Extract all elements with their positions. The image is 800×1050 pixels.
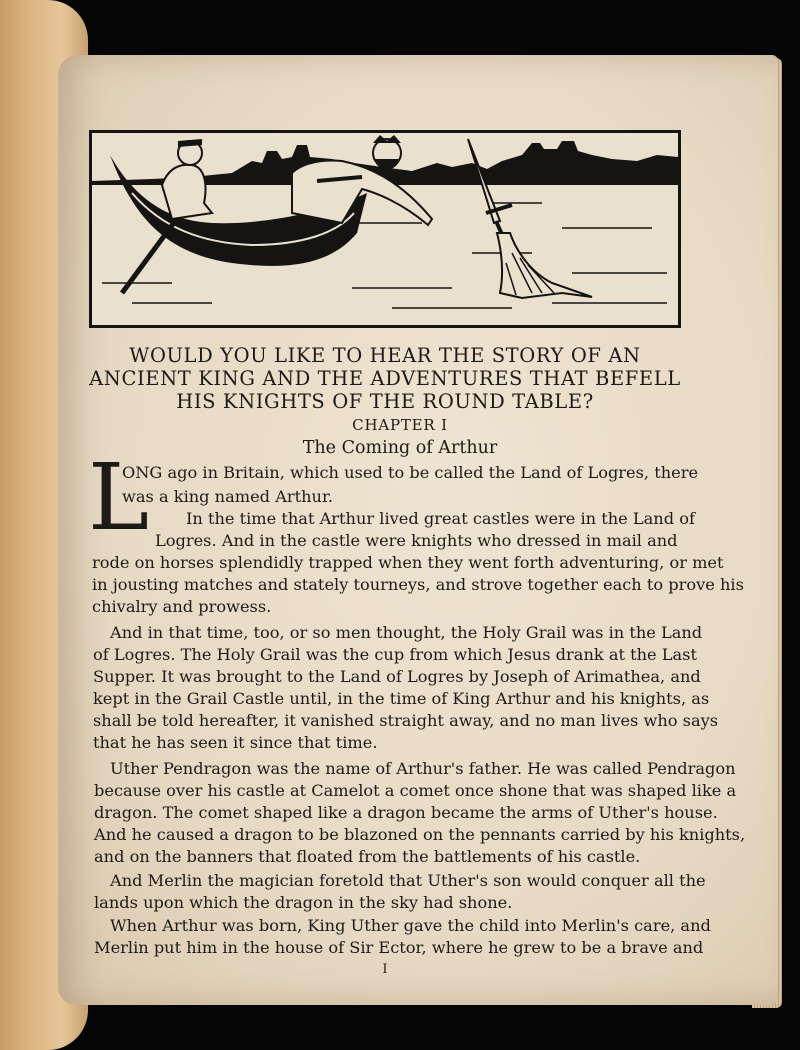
body-line: And Merlin the magician foretold that Uther's son would conquer all the xyxy=(110,871,706,890)
body-line: In the time that Arthur lived great castles were in the Land of xyxy=(186,509,695,528)
chapter-title: The Coming of Arthur xyxy=(302,438,498,458)
body-line: rode on horses splendidly trapped when they went forth adventuring, or met xyxy=(92,553,724,572)
body-line: ONG ago in Britain, which used to be called the Land of Logres, there xyxy=(122,463,699,482)
body-line: of Logres. The Holy Grail was the cup from which Jesus drank at the Last xyxy=(93,645,697,664)
drop-cap: L xyxy=(88,444,150,551)
chapter-number: CHAPTER I xyxy=(352,416,448,434)
body-line: dragon. The comet shaped like a dragon became the arms of Uther's house. xyxy=(94,803,718,822)
body-line: because over his castle at Camelot a comet once shone that was shaped like a xyxy=(94,781,737,800)
body-line: Uther Pendragon was the name of Arthur's father. He was called Pendragon xyxy=(110,759,736,778)
body-line: in jousting matches and stately tourneys, and strove together each to prove his xyxy=(92,575,744,594)
book-heading: WOULD YOU LIKE TO HEAR THE STORY OF AN ANCIENT KING AND THE ADVENTURES THAT BEFELL HIS KNIGHTS OF THE ROUND TABLE? xyxy=(89,344,681,413)
body-line: lands upon which the dragon in the sky had shone. xyxy=(94,893,513,912)
body-line: that he has seen it since that time. xyxy=(93,733,378,752)
body-line: chivalry and prowess. xyxy=(92,597,272,616)
body-line: Supper. It was brought to the Land of Logres by Joseph of Arimathea, and xyxy=(93,667,701,686)
body-line: shall be told hereafter, it vanished straight away, and no man lives who says xyxy=(93,711,719,730)
body-line: was a king named Arthur. xyxy=(122,487,334,506)
page-number: I xyxy=(382,962,388,977)
body-line: Merlin put him in the house of Sir Ector, where he grew to be a brave and xyxy=(94,938,704,957)
body-line: And in that time, too, or so men thought, the Holy Grail was in the Land xyxy=(110,623,703,642)
body-line: When Arthur was born, King Uther gave the child into Merlin's care, and xyxy=(110,916,711,935)
body-line: and on the banners that floated from the battlements of his castle. xyxy=(94,847,641,866)
body-line: kept in the Grail Castle until, in the time of King Arthur and his knights, as xyxy=(93,689,710,708)
body-line: Logres. And in the castle were knights who dressed in mail and xyxy=(155,531,678,550)
illustration-arthur-boat-excalibur xyxy=(89,130,681,328)
body-line: And he caused a dragon to be blazoned on the pennants carried by his knights, xyxy=(94,825,746,844)
